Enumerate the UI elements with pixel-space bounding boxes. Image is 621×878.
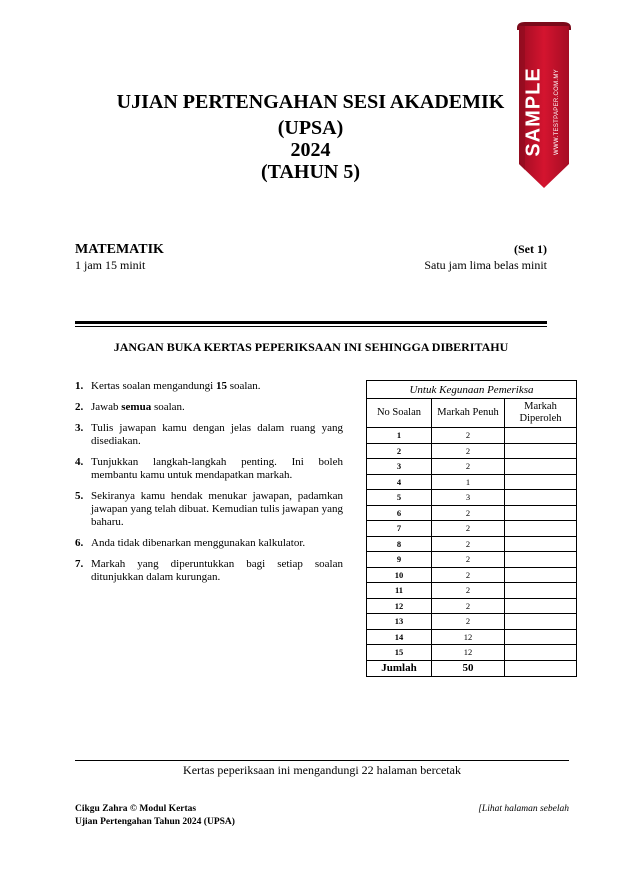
full-marks: 2 — [432, 598, 505, 614]
table-row — [367, 490, 577, 506]
full-marks: 2 — [432, 552, 505, 568]
obtained-marks-cell[interactable] — [505, 645, 577, 661]
full-marks: 1 — [432, 474, 505, 490]
obtained-marks-cell[interactable] — [505, 505, 577, 521]
subject-name: MATEMATIK — [75, 242, 164, 257]
instruction-text — [91, 380, 343, 393]
table-row — [367, 583, 577, 599]
total-label: Jumlah — [367, 660, 432, 676]
footer-author: Cikgu Zahra © Modul Kertas — [75, 804, 197, 814]
instruction-number: 7. — [75, 558, 84, 570]
subject-duration: 1 jam 15 minit — [75, 258, 146, 272]
instruction-text — [91, 490, 343, 529]
obtained-marks-cell[interactable] — [505, 598, 577, 614]
question-number: 3 — [367, 459, 432, 475]
obtained-marks-cell[interactable] — [505, 536, 577, 552]
instruction-item — [75, 456, 343, 482]
question-number: 9 — [367, 552, 432, 568]
instruction-text-part: Markah yang diperuntukkan bagi setiap soalan ditunjukkan dalam kurungan. — [91, 558, 343, 583]
duration-words: Satu jam lima belas minit — [424, 258, 547, 272]
instruction-number: 1. — [75, 380, 84, 392]
full-marks: 2 — [432, 459, 505, 475]
full-marks: 2 — [432, 567, 505, 583]
instruction-number: 2. — [75, 401, 84, 413]
instructions-list — [75, 380, 343, 592]
exam-acronym: (UPSA) — [277, 117, 344, 139]
obtained-marks-cell[interactable] — [505, 428, 577, 444]
table-row — [367, 443, 577, 459]
question-number: 14 — [367, 629, 432, 645]
instruction-item — [75, 490, 343, 529]
ribbon-url: WWW.TESTPAPER.COM.MY — [554, 69, 560, 155]
instruction-number: 6. — [75, 537, 84, 549]
question-number: 15 — [367, 645, 432, 661]
table-row — [367, 645, 577, 661]
footer-divider — [75, 760, 569, 761]
instruction-text-part: Sekiranya kamu hendak menukar jawapan, padamkan jawapan yang telah dibuat. Kemudian tulis jawapan yang baharu. — [91, 490, 343, 528]
full-marks: 2 — [432, 428, 505, 444]
footer-next-page: [Lihat halaman sebelah — [478, 804, 569, 814]
question-number: 12 — [367, 598, 432, 614]
pages-note: Kertas peperiksaan ini mengandungi 22 halaman bercetak — [183, 763, 461, 777]
instruction-text — [91, 456, 343, 482]
col-header-full-marks: Markah Penuh — [432, 399, 505, 428]
full-marks: 12 — [432, 645, 505, 661]
instruction-number: 3. — [75, 422, 84, 434]
obtained-marks-cell[interactable] — [505, 567, 577, 583]
instruction-text-part: Kertas soalan mengandungi — [91, 380, 216, 392]
total-obtained-cell[interactable] — [505, 660, 577, 676]
question-number: 6 — [367, 505, 432, 521]
instruction-item — [75, 422, 343, 448]
full-marks: 2 — [432, 443, 505, 459]
exam-grade: (TAHUN 5) — [260, 161, 361, 183]
instruction-item — [75, 558, 343, 584]
instruction-text-part: Anda tidak dibenarkan menggunakan kalkulator. — [91, 537, 306, 549]
table-row — [367, 552, 577, 568]
question-number: 11 — [367, 583, 432, 599]
question-number: 2 — [367, 443, 432, 459]
question-number: 1 — [367, 428, 432, 444]
question-number: 5 — [367, 490, 432, 506]
instruction-text — [91, 537, 343, 550]
instruction-emphasis: semua — [121, 401, 152, 413]
instruction-text-part: Tunjukkan langkah-langkah penting. Ini boleh membantu kamu untuk mendapatkan markah. — [91, 456, 343, 481]
instruction-number: 5. — [75, 490, 84, 502]
instruction-emphasis: 15 — [215, 380, 227, 392]
table-row — [367, 629, 577, 645]
table-row — [367, 521, 577, 537]
obtained-marks-cell[interactable] — [505, 614, 577, 630]
full-marks: 12 — [432, 629, 505, 645]
instruction-number: 4. — [75, 456, 84, 468]
table-row — [367, 474, 577, 490]
examiner-marks-table — [366, 380, 577, 677]
obtained-marks-cell[interactable] — [505, 583, 577, 599]
obtained-marks-cell[interactable] — [505, 521, 577, 537]
instruction-text-part: Jawab — [91, 401, 122, 413]
full-marks: 2 — [432, 521, 505, 537]
full-marks: 2 — [432, 536, 505, 552]
obtained-marks-cell[interactable] — [505, 629, 577, 645]
table-row — [367, 536, 577, 552]
instruction-text — [91, 558, 343, 584]
set-label: (Set 1) — [514, 242, 547, 256]
table-row — [367, 567, 577, 583]
total-value: 50 — [432, 660, 505, 676]
instruction-text-part: Tulis jawapan kamu dengan jelas dalam ruang yang disediakan. — [91, 422, 343, 447]
warning-notice: JANGAN BUKA KERTAS PEPERIKSAAN INI SEHINGGA DIBERITAHU — [113, 340, 509, 354]
table-row — [367, 459, 577, 475]
full-marks: 2 — [432, 505, 505, 521]
obtained-marks-cell[interactable] — [505, 552, 577, 568]
instruction-text-part: soalan. — [226, 380, 261, 392]
table-row — [367, 598, 577, 614]
sample-ribbon — [517, 22, 571, 192]
question-number: 8 — [367, 536, 432, 552]
instruction-text-part: soalan. — [151, 401, 185, 413]
full-marks: 2 — [432, 614, 505, 630]
instruction-text — [91, 401, 343, 414]
obtained-marks-cell[interactable] — [505, 443, 577, 459]
divider-thick — [75, 321, 547, 324]
table-row — [367, 428, 577, 444]
instruction-item — [75, 537, 343, 550]
obtained-marks-cell[interactable] — [505, 474, 577, 490]
ribbon-label: SAMPLE — [522, 67, 545, 157]
full-marks: 3 — [432, 490, 505, 506]
table-row — [367, 614, 577, 630]
footer-exam-name: Ujian Pertengahan Tahun 2024 (UPSA) — [75, 817, 235, 827]
instruction-item — [75, 380, 343, 393]
table-row — [367, 505, 577, 521]
instruction-item — [75, 401, 343, 414]
col-header-obtained-marks: Markah Diperoleh — [505, 399, 577, 428]
question-number: 13 — [367, 614, 432, 630]
question-number: 4 — [367, 474, 432, 490]
exam-title: UJIAN PERTENGAHAN SESI AKADEMIK — [116, 91, 505, 113]
obtained-marks-cell[interactable] — [505, 459, 577, 475]
question-number: 7 — [367, 521, 432, 537]
question-number: 10 — [367, 567, 432, 583]
col-header-question: No Soalan — [367, 399, 432, 428]
divider-thin — [75, 326, 547, 327]
table-caption: Untuk Kegunaan Pemeriksa — [367, 381, 577, 399]
full-marks: 2 — [432, 583, 505, 599]
exam-year: 2024 — [290, 139, 331, 161]
obtained-marks-cell[interactable] — [505, 490, 577, 506]
instruction-text — [91, 422, 343, 448]
